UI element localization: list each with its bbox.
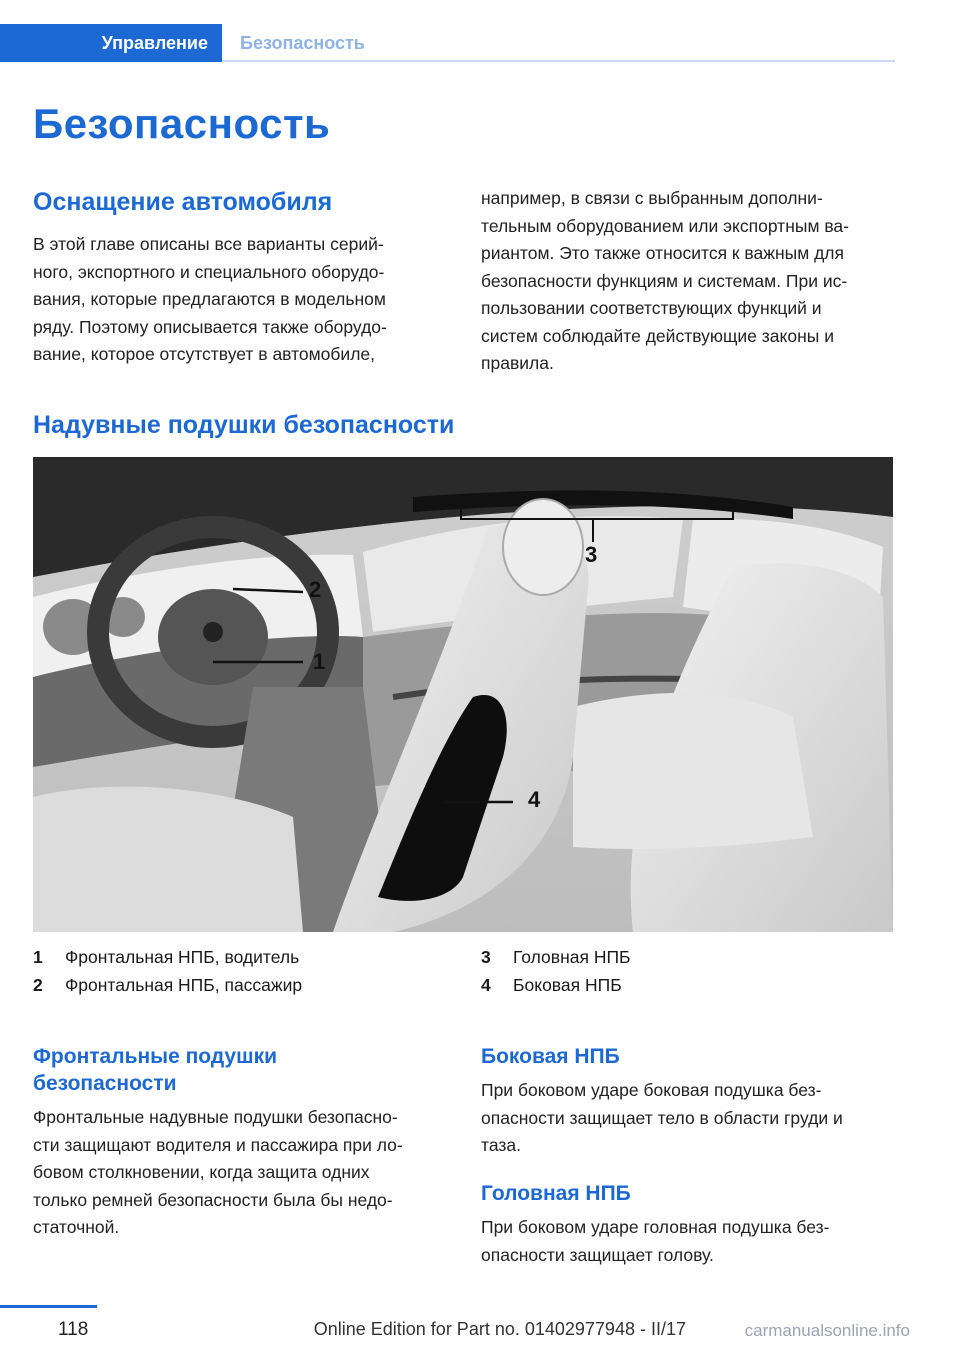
tab-underline [222, 60, 895, 62]
legend-number: 4 [481, 975, 491, 995]
equipment-text-col2 [481, 185, 901, 378]
legend-label: Боковая НПБ [513, 975, 622, 995]
car-interior-illustration [33, 457, 893, 932]
watermark: carmanualsonline.info [744, 1321, 910, 1340]
head-airbag-heading: Головная НПБ [481, 1182, 631, 1205]
front-airbags-text [33, 1104, 463, 1242]
legend-item [481, 971, 631, 999]
heading-line: безопасности [33, 1072, 177, 1095]
legend-label: Фронтальная НПБ, водитель [65, 947, 300, 967]
front-airbags-heading [33, 1043, 277, 1097]
callout-2: 2 [309, 577, 322, 602]
equipment-heading: Оснащение автомобиля [33, 188, 333, 216]
tab-control[interactable]: Управление [0, 24, 222, 62]
airbags-heading: Надувные подушки безопасности [33, 411, 455, 439]
edition-info: Online Edition for Part no. 01402977948 - II/17 [313, 1319, 686, 1339]
header-tabs [0, 24, 895, 62]
text-line: опасности защищает тело в области груди и [481, 1107, 843, 1128]
text-line: вание, которое отсутствует в автомобиле, [33, 344, 376, 364]
figure-legend-right [481, 943, 631, 999]
text-line: При боковом ударе головная подушка без- [481, 1217, 830, 1237]
text-line: пользовании соответствующих функций и [481, 298, 822, 318]
text-line: ного, экспортного и специального оборудо- [33, 261, 385, 282]
equipment-text-col1 [33, 231, 453, 369]
legend-item [33, 943, 302, 971]
text-line: тельным оборудованием или экспортным ва- [481, 215, 849, 236]
text-line: статочной. [33, 1217, 120, 1237]
text-line: бовом столкновении, когда защита одних [33, 1162, 370, 1182]
tab-safety[interactable]: Безопасность [240, 32, 365, 53]
text-line: правила. [481, 353, 554, 373]
text-line: систем соблюдайте действующие законы и [481, 325, 834, 346]
legend-number: 2 [33, 975, 43, 995]
text-line: только ремней безопасности была бы недо- [33, 1189, 393, 1210]
page-number: 118 [58, 1319, 89, 1340]
head-airbag-text [481, 1214, 901, 1269]
callout-1: 1 [313, 649, 326, 674]
legend-label: Фронтальная НПБ, пассажир [65, 975, 303, 995]
heading-line: Фронтальные подушки [33, 1045, 278, 1068]
legend-number: 1 [33, 947, 43, 967]
legend-item [481, 943, 631, 971]
text-line: таза. [481, 1135, 521, 1155]
text-line: сти защищают водителя и пассажира при ло- [33, 1134, 403, 1155]
text-line: Фронтальные надувные подушки безопасно- [33, 1107, 398, 1127]
footer-accent-line [0, 1305, 97, 1308]
legend-label: Головная НПБ [513, 947, 631, 967]
text-line: вания, которые предлагаются в модельном [33, 289, 386, 309]
page-title: Безопасность [33, 100, 331, 147]
text-line: опасности защищает голову. [481, 1244, 714, 1265]
legend-item [33, 971, 302, 999]
callout-4: 4 [528, 787, 541, 812]
text-line: ряду. Поэтому описывается также оборудо- [33, 316, 387, 337]
text-line: например, в связи с выбранным дополни- [481, 188, 823, 208]
text-line: риантом. Это также относится к важным для [481, 243, 844, 263]
legend-number: 3 [481, 947, 491, 967]
side-airbag-text [481, 1077, 901, 1160]
text-line: безопасности функциям и системам. При ис- [481, 270, 848, 291]
text-line: При боковом ударе боковая подушка без- [481, 1080, 822, 1100]
text-line: В этой главе описаны все варианты серий- [33, 234, 384, 254]
callout-3: 3 [585, 542, 598, 567]
figure-legend-left [33, 943, 302, 999]
side-airbag-heading: Боковая НПБ [481, 1045, 620, 1068]
